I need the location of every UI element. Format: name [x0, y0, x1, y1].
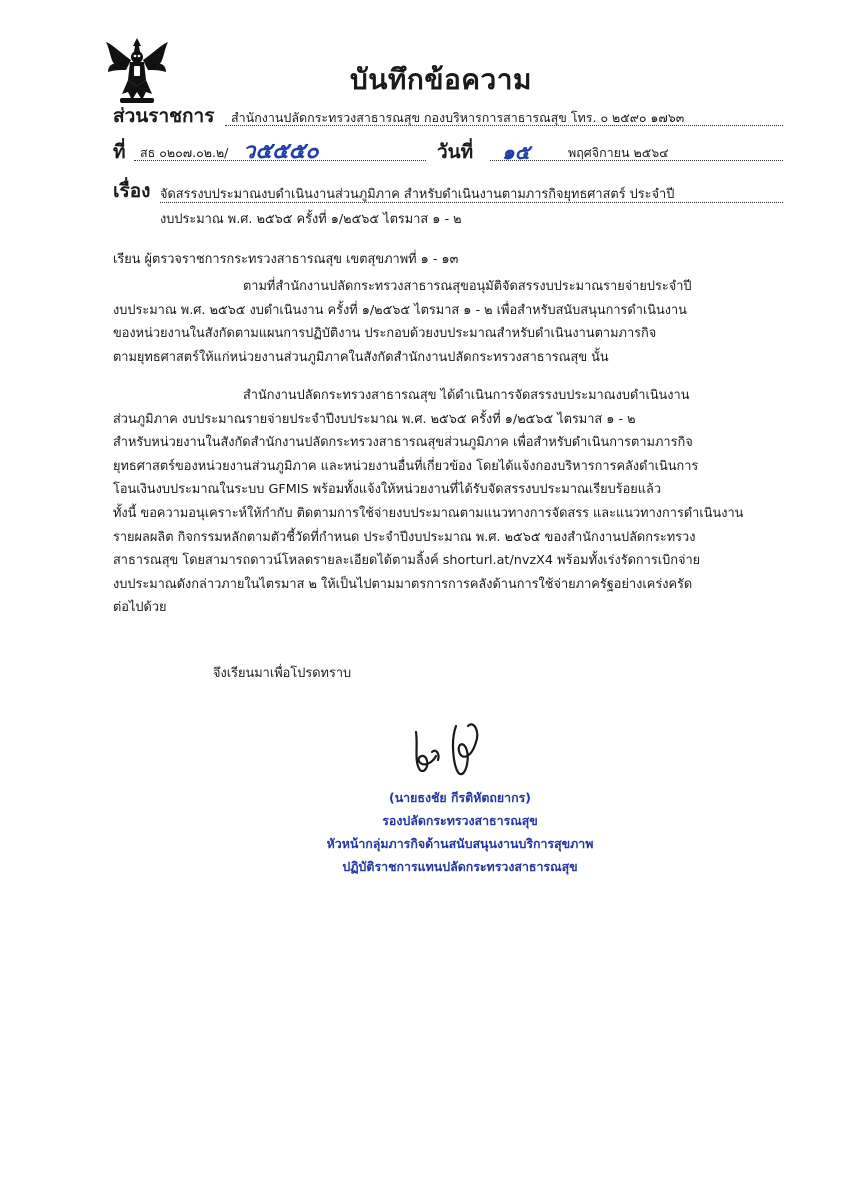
closing-line: จึงเรียนมาเพื่อโปรดทราบ: [213, 666, 352, 681]
agency-label: ส่วนราชการ: [113, 105, 215, 127]
subject-line-2: งบประมาณ พ.ศ. ๒๕๖๕ ครั้งที่ ๑/๒๕๖๕ ไตรมาส ๑ - ๒: [160, 212, 462, 227]
signer-position-2: หัวหน้ากลุ่มภารกิจด้านสนับสนุนงานบริการสุขภาพ: [326, 836, 594, 851]
memo-title: บันทึกข้อความ: [350, 63, 532, 96]
paragraph-1: [113, 275, 781, 369]
paragraph-2-line: ต่อไปด้วย: [113, 600, 167, 616]
date-value: พฤศจิกายน ๒๕๖๔: [568, 145, 669, 160]
reference-number-handwritten: ว๕๕๕๐: [243, 138, 319, 164]
signer-position-1: รองปลัดกระทรวงสาธารณสุข: [382, 813, 538, 828]
paragraph-1-line: ตามยุทธศาสตร์ให้แก่หน่วยงานส่วนภูมิภาคในสังกัดสำนักงานปลัดกระทรวงสาธารณสุข นั้น: [113, 349, 609, 365]
signer-position-3: ปฏิบัติราชการแทนปลัดกระทรวงสาธารณสุข: [342, 859, 578, 874]
paragraph-2-line: โอนเงินงบประมาณในระบบ GFMIS พร้อมทั้งแจ้งให้หน่วยงานที่ได้รับจัดสรรงบประมาณเรียบร้อยแล้ว: [113, 482, 662, 498]
date-label: วันที่: [437, 141, 474, 163]
recipient: เรียน ผู้ตรวจราชการกระทรวงสาธารณสุข เขตสุขภาพที่ ๑ - ๑๓: [113, 252, 459, 267]
paragraph-2-line: สำหรับหน่วยงานในสังกัดสำนักงานปลัดกระทรวงสาธารณสุขส่วนภูมิภาค เพื่อสำหรับดำเนินการตามภารกิจ: [113, 435, 693, 451]
agency-value: สำนักงานปลัดกระทรวงสาธารณสุข กองบริหารการสาธารณสุข โทร. ๐ ๒๕๙๐ ๑๗๖๓: [231, 110, 685, 125]
paragraph-2-line: สาธารณสุข โดยสามารถดาวน์โหลดรายละเอียดได้ตามลิ้งค์ shorturl.at/nvzX4 พร้อมทั้งเร่งรัดการเบิกจ่าย: [113, 553, 701, 569]
paragraph-2-line: ยุทธศาสตร์ของหน่วยงานส่วนภูมิภาค และหน่วยงานอื่นที่เกี่ยวข้อง โดยได้แจ้งกองบริหารการคลังดำเนินการ: [113, 458, 699, 474]
paragraph-1-line: ของหน่วยงานในสังกัดตามแผนการปฏิบัติงาน ประกอบด้วยงบประมาณสำหรับดำเนินงานตามภารกิจ: [113, 326, 657, 342]
subject-line-1: จัดสรรงบประมาณงบดำเนินงานส่วนภูมิภาค สำหรับดำเนินงานตามภารกิจยุทธศาสตร์ ประจำปี: [160, 187, 675, 202]
paragraph-1-line: ตามที่สำนักงานปลัดกระทรวงสาธารณสุขอนุมัติจัดสรรงบประมาณรายจ่ายประจำปี: [243, 279, 692, 294]
paragraph-2-line: ทั้งนี้ ขอความอนุเคราะห์ให้กำกับ ติดตามการใช้จ่ายงบประมาณตามแนวทางการจัดสรร และแนวทางการดำเนินงาน: [113, 505, 744, 521]
subject-label: เรื่อง: [113, 180, 151, 202]
garuda-emblem-icon: [104, 36, 170, 106]
paragraph-1-line: งบประมาณ พ.ศ. ๒๕๖๕ งบดำเนินงาน ครั้งที่ ๑/๒๕๖๕ ไตรมาส ๑ - ๒ เพื่อสำหรับสนับสนุนการดำเนินงาน: [113, 302, 687, 318]
reference-value: สธ ๐๒๐๗.๐๒.๒/: [140, 145, 229, 160]
paragraph-2-line: สำนักงานปลัดกระทรวงสาธารณสุข ได้ดำเนินการจัดสรรงบประมาณงบดำเนินงาน: [243, 388, 690, 403]
reference-label: ที่: [113, 141, 126, 163]
handwritten-signature-icon: [396, 712, 506, 784]
date-day-handwritten: ๑๕: [502, 140, 530, 164]
paragraph-2: [113, 384, 781, 620]
paragraph-2-line: รายผลผลิต กิจกรรมหลักตามตัวชี้วัดที่กำหนด ประจำปีงบประมาณ พ.ศ. ๒๕๖๕ ของสำนักงานปลัดกระทรวง: [113, 529, 696, 545]
signer-name: (นายธงชัย กีรติหัตถยากร): [389, 790, 531, 805]
paragraph-2-line: ส่วนภูมิภาค งบประมาณรายจ่ายประจำปีงบประมาณ พ.ศ. ๒๕๖๕ ครั้งที่ ๑/๒๕๖๕ ไตรมาส ๑ - ๒: [113, 411, 636, 427]
paragraph-2-line: งบประมาณดังกล่าวภายในไตรมาส ๒ ให้เป็นไปตามมาตรการการคลังด้านการใช้จ่ายภาครัฐอย่างเคร่งครัด: [113, 576, 693, 592]
